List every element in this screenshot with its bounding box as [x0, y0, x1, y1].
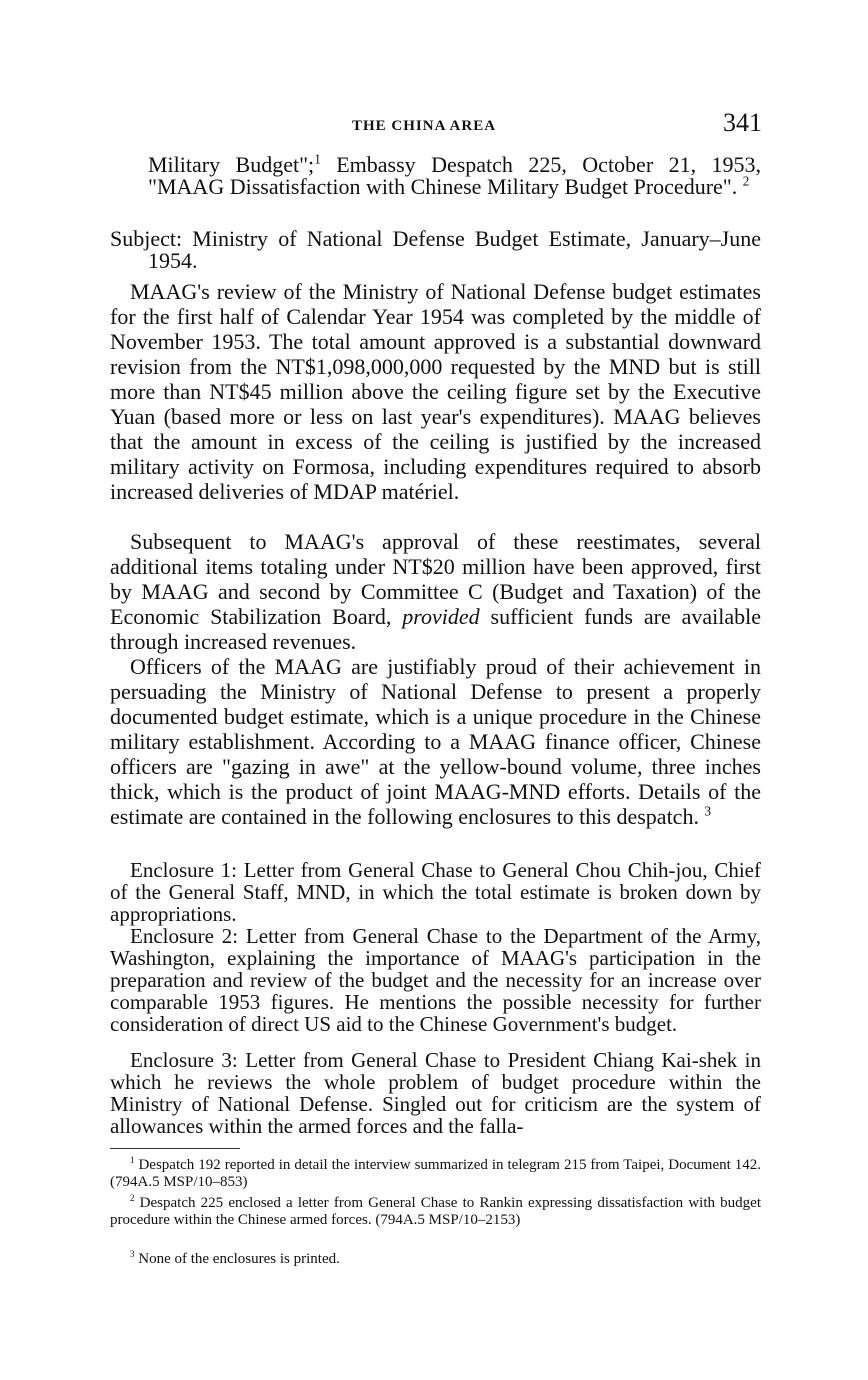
enclosure-2: Enclosure 2: Letter from General Chase to the Department of the Army, Washington, explaining the importance of MAAG's participation in the preparation and review of the budget and the necessity for an increase over comparable 1953 figures. He mentions the possible necessity for further consideration of direct US aid to the Chinese Government's budget. [110, 924, 761, 1036]
reference-text-part1: Military Budget"; [148, 152, 315, 177]
footnote-ref-2: 2 [742, 173, 750, 189]
paragraph-3 [110, 654, 761, 829]
footnote-1-marker: 1 [130, 1155, 135, 1165]
paragraph-2-emphasis: provided [402, 604, 480, 629]
paragraph-3-text: Officers of the MAAG are justifiably proud of their achievement in persuading the Ministry of National Defense to present a properly documented budget estimate, which is a unique procedure in the Chinese military establishment. According to a MAAG finance officer, Chinese officers are "gazing in awe" at the yellow-bound volume, three inches thick, which is the product of joint MAAG-MND efforts. Details of the estimate are contained in the following enclosures to this despatch. [110, 654, 761, 829]
footnote-1 [110, 1157, 761, 1191]
footnote-3 [110, 1251, 761, 1268]
paragraph-2 [110, 529, 761, 654]
reference-continuation [148, 151, 762, 199]
footnote-2-text: Despatch 225 enclosed a letter from General Chase to Rankin expressing dissatisfaction with budget procedure within the Chinese armed forces. (794A.5 MSP/10–2153) [110, 1195, 761, 1228]
footnote-1-text: Despatch 192 reported in detail the interview summarized in telegram 215 from Taipei, Document 142. (794A.5 MSP/10–853) [110, 1157, 761, 1190]
footnote-separator [110, 1148, 240, 1149]
reference-text-part2: Embassy Despatch 225, October 21, 1953, "MAAG Dissatisfaction with Chinese Military Budget Procedure". [148, 152, 762, 199]
running-title: THE CHINA AREA [352, 118, 497, 134]
paragraph-2-text-a: Subsequent to MAAG's approval of these reestimates, several additional items totaling under NT$20 million have been approved, first by MAAG and second by Committee C (Budget and Taxation) of the Economic Stabilization Board, [110, 529, 761, 629]
paragraph-2-text-b: sufficient funds are available through increased revenues. [110, 604, 761, 654]
footnote-3-text: None of the enclosures is printed. [134, 1251, 340, 1267]
enclosure-3: Enclosure 3: Letter from General Chase to President Chiang Kai-shek in which he reviews the whole problem of budget procedure within the Ministry of National Defense. Singled out for criticism are the system of allowances within the armed forces and the falla- [110, 1048, 761, 1138]
subject-line: Subject: Ministry of National Defense Budget Estimate, January–June 1954. [110, 226, 761, 273]
page-number: 341 [723, 108, 762, 137]
paragraph-1: MAAG's review of the Ministry of National Defense budget estimates for the first half of Calendar Year 1954 was completed by the middle of November 1953. The total amount approved is a substantial downward revision from the NT$1,098,000,000 requested by the MND but is still more than NT$45 million above the ceiling figure set by the Executive Yuan (based more or less on last year's expenditures). MAAG believes that the amount in excess of the ceiling is justified by the increased military activity on Formosa, including expenditures required to absorb increased deliveries of MDAP matériel. [110, 279, 761, 504]
footnote-2 [110, 1195, 761, 1229]
footnote-ref-3: 3 [704, 803, 712, 819]
footnote-3-marker: 3 [130, 1249, 135, 1259]
footnote-ref-1: 1 [314, 151, 321, 167]
enclosure-1: Enclosure 1: Letter from General Chase to General Chou Chih-jou, Chief of the General Staff, MND, in which the total estimate is broken down by appropriations. [110, 858, 761, 926]
footnote-2-marker: 2 [130, 1193, 135, 1203]
page-header [110, 104, 762, 144]
